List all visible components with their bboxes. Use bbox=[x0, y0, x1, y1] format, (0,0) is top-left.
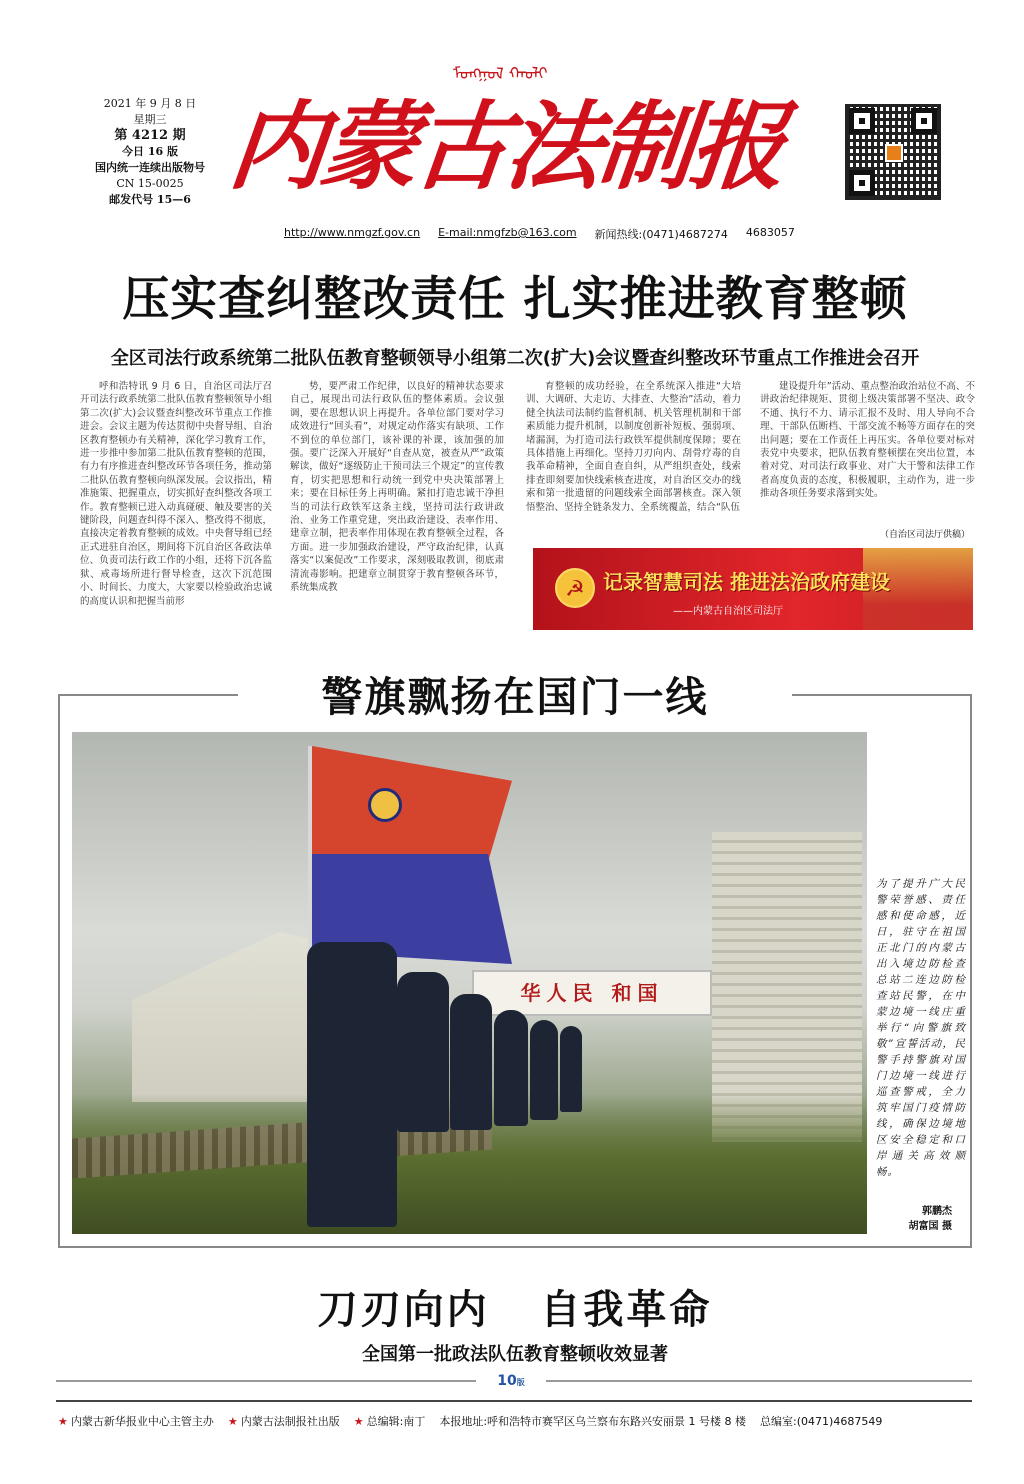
serial-label: 国内统一连续出版物号 bbox=[95, 161, 205, 174]
issue-weekday: 星期三 bbox=[133, 113, 167, 126]
footer-phone: 总编室:(0471)4687549 bbox=[760, 1415, 883, 1428]
promo-banner[interactable] bbox=[533, 548, 973, 630]
issue-number: 第 4212 期 bbox=[114, 128, 186, 143]
teaser-headline[interactable]: 刀刃向内 自我革命 bbox=[317, 1286, 713, 1333]
lead-subhead: 全区司法行政系统第二批队伍教育整顿领导小组第二次(扩大)会议暨查纠整改环节重点工作推进会召开 bbox=[110, 348, 920, 369]
newspaper-logo: 内蒙古法制报 bbox=[224, 90, 788, 203]
issue-info bbox=[80, 96, 220, 208]
footer-press: ★ 内蒙古法制报社出版 bbox=[227, 1415, 340, 1428]
party-emblem-icon: ☭ bbox=[555, 568, 595, 608]
photo-section-title: 警旗飘扬在国门一线 bbox=[250, 664, 780, 723]
page-count: 今日 16 版 bbox=[122, 145, 178, 158]
contact-bar bbox=[284, 226, 804, 242]
issue-date: 2021 年 9 月 8 日 bbox=[103, 97, 197, 110]
email-link[interactable]: E-mail:nmgfzb@163.com bbox=[438, 226, 577, 239]
footer-address: 本报地址:呼和浩特市赛罕区乌兰察布东路兴安丽景 1 号楼 8 楼 bbox=[439, 1415, 747, 1428]
officer bbox=[560, 1026, 582, 1112]
qr-code-icon bbox=[845, 104, 941, 200]
national-gate: 华人民 和国 bbox=[472, 970, 712, 1016]
article-credit: （自治区司法厅供稿） bbox=[879, 530, 970, 540]
page-ref-rule-left bbox=[56, 1380, 476, 1382]
banner-subtitle: ——内蒙古自治区司法厅 bbox=[673, 606, 783, 617]
cn-number: CN 15-0025 bbox=[116, 177, 184, 190]
article-column-3: 育整顿的成功经验，在全系统深入推进“大培训、大调研、大走访、大排查、大整治”活动，着力健全执法司法制约监督机制、机关管理机制和干部素质能力提升机制，以制度创新补短板、强弱项、堵漏洞，为打造司法行政铁军提供制度保障；要在具体措施上再细化。坚持刀刃向内、刮骨疗毒的自我革命精神，全面自查自纠，从严组织查处，线索排查即刻要加快线索核查进度，对自治区交办的线索和第一批遗留的问题线索全面部署核查。深入领悟整治、坚持全链条发力、全系统覆盖，结合“队伍 bbox=[526, 381, 741, 513]
footer bbox=[58, 1413, 974, 1429]
article-column-4: 建设提升年”活动、重点整治政治站位不高、不讲政治纪律规矩、贯彻上级决策部署不坚决、政令不通、执行不力、请示汇报不及时、用人导向不合理、干部队伍断档、干部交流不畅等方面存在的突出问题；要在工作责任上再压实。各单位要对标对表党中央要求，把队伍教育整顿摆在突出位置，本着对党、对司法行政事业、对广大干警和法律工作者高度负责的态度，积极履职，主动作为，进一步推动各项任务要求落到实处。 bbox=[760, 381, 975, 500]
page-reference[interactable]: 10版 bbox=[476, 1373, 546, 1389]
photo-caption: 为了提升广大民警荣誉感、责任感和使命感，近日，驻守在祖国正北门的内蒙古出入境边防检查总站二连边防检查站民警，在中蒙边境一线庄重举行“向警旗致敬”宣誓活动，民警手持警旗对国门边境一线进行巡查警戒，全力筑牢国门疫情防线，确保边境地区安全稳定和口岸通关高效顺畅。 bbox=[876, 878, 966, 1178]
article-column-1: 呼和浩特讯 9 月 6 日，自治区司法厅召开司法行政系统第二批队伍教育整顿领导小组第二次(扩大)会议暨查纠整改环节重点工作推进会。会议主题为传达贯彻中央督导组、自治区教育整顿办有关精神，深化学习教育工作，进一步推中参加第二批队伍教育整顿的范围，有力有序推进查纠整改环节各项任务，推动第二批队伍教育整顿向纵深发展。会议指出，精准施策、把握重点，切实抓好查纠整改各项工作。教育整顿已进入动真碰硬、触及要害的关键阶段，问题查纠得不深入、整改得不彻底，直接决定着教育整顿的成效。中央督导组已经正式进驻自治区，期间将下沉自治区各政法单位、负责司法行政工作的小组，还将下沉各监狱、戒毒场所进行督导检查，这次下沉范围小、时间长、力度大，大家要以检验政治忠诚的高度认识和把握当前形 bbox=[80, 381, 272, 607]
mongolian-title: ᠮᠣᠩᠭᠣᠯ ᠬᠠᠤᠯᠢ bbox=[453, 64, 548, 83]
footer-publisher: ★ 内蒙古新华报业中心主管主办 bbox=[58, 1415, 214, 1428]
postal-code: 邮发代号 15—6 bbox=[109, 193, 191, 206]
photo-byline: 郭鹏杰 胡富国 摄 bbox=[908, 1206, 952, 1232]
website-link[interactable]: http://www.nmgzf.gov.cn bbox=[284, 226, 421, 239]
lead-headline: 压实查纠整改责任 扎实推进教育整顿 bbox=[122, 272, 908, 327]
teaser-subhead: 全国第一批政法队伍教育整顿收效显著 bbox=[362, 1344, 668, 1365]
police-flag-red bbox=[312, 746, 512, 862]
officer bbox=[450, 994, 492, 1130]
officer bbox=[307, 942, 397, 1227]
news-photo bbox=[72, 732, 867, 1234]
article-column-2: 势，要严肃工作纪律，以良好的精神状态要求自己，展现出司法行政队伍的整体素质。会议强调，要在思想认识上再提升。各单位部门要对学习成效进行“回头看”，对规定动作落实有缺项、工作不到位的单位部门，该补课的补课，该加强的加强。要广泛深入开展好“自查从宽，被查从严”政策解读，做好“逐级防止干预司法三个规定”的宣传教育，切实把思想和行动统一到党中央决策部署上来；要在目标任务上再明确。紧扣打造忠诚干净担当的司法行政铁军这条主线，坚持司法行政讲政治、业务工作重党建，突出政治建设、表率作用、建章立制，把表率作用体现在教育整顿全过程，各方面。进一步加强政治建设，严守政治纪律，认真落实“以案促改”工作要求，深刻吸取教训，彻底肃清流毒影响。把建章立制贯穿于教育整顿各环节，系统集成教 bbox=[290, 381, 504, 594]
hotline-2: 4683057 bbox=[745, 226, 795, 239]
police-badge-icon bbox=[368, 788, 402, 822]
officer bbox=[397, 972, 449, 1132]
officer bbox=[530, 1020, 558, 1120]
banner-title: 记录智慧司法 推进法治政府建设 bbox=[603, 570, 890, 594]
hotline: 新闻热线:(0471)4687274 bbox=[594, 228, 728, 241]
footer-editor: ★ 总编辑:南丁 bbox=[353, 1415, 426, 1428]
officer bbox=[494, 1010, 528, 1126]
page-ref-rule-right bbox=[546, 1380, 972, 1382]
footer-rule bbox=[56, 1400, 972, 1402]
